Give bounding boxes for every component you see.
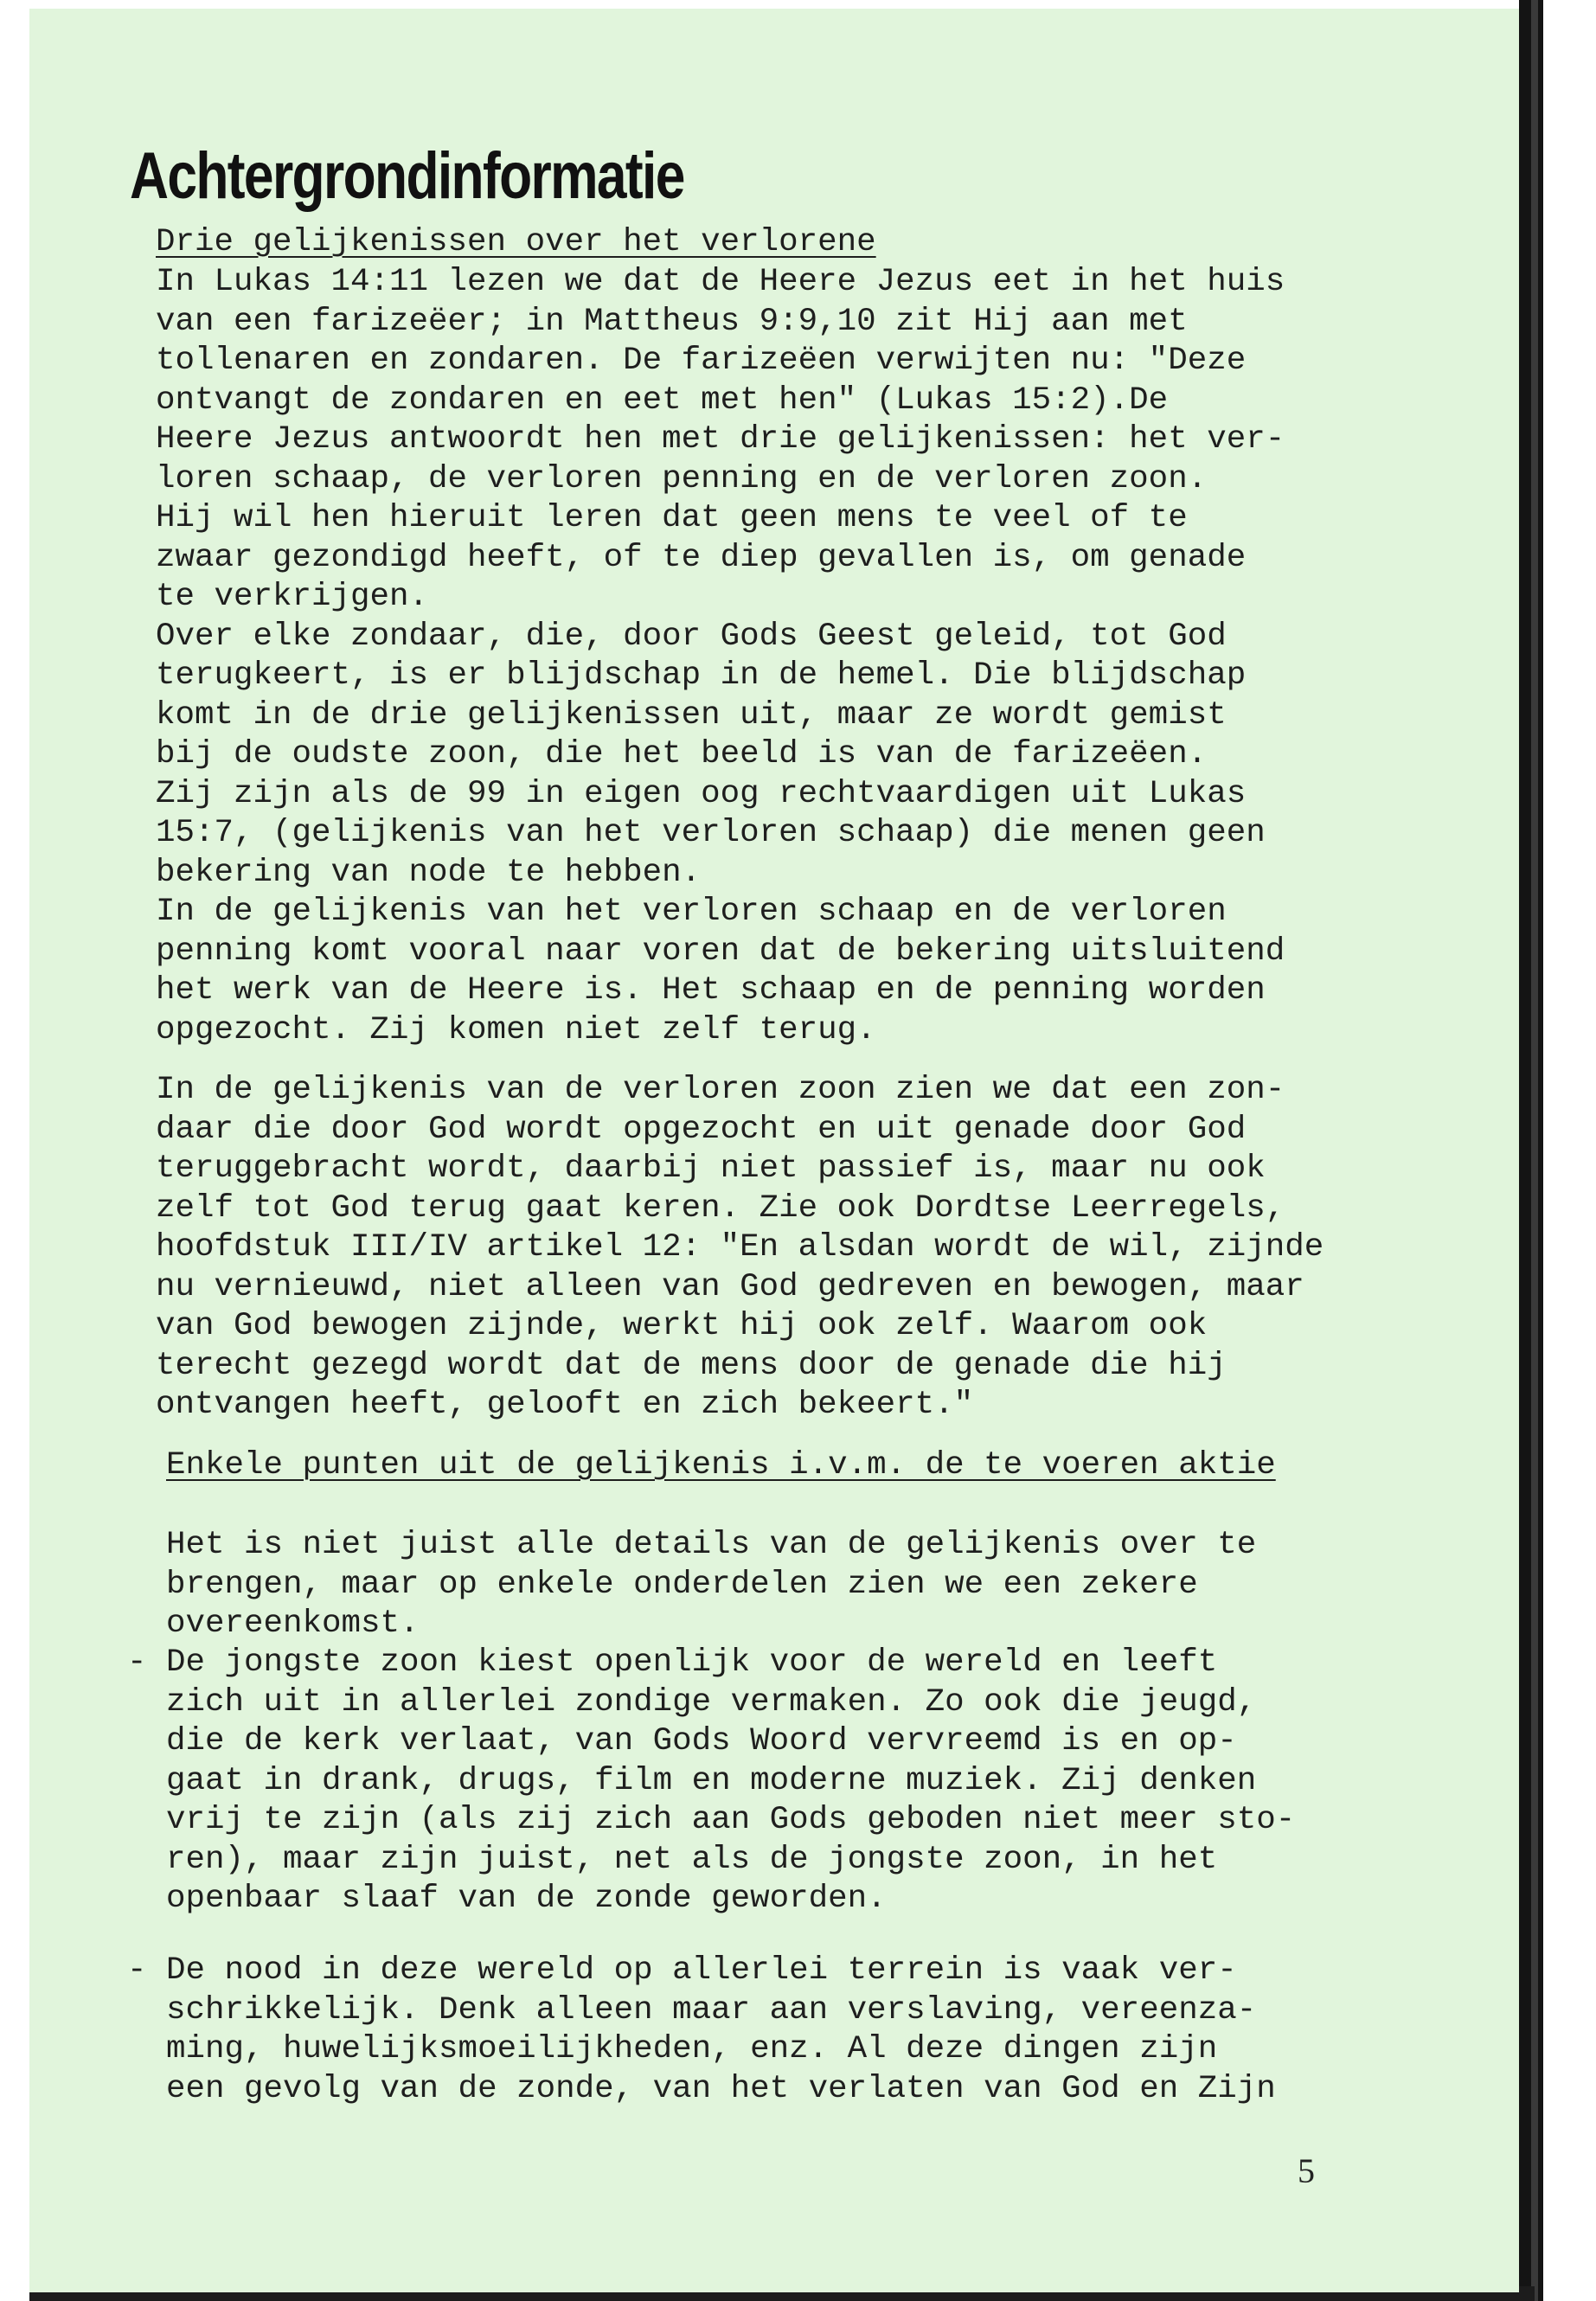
section-heading-gelijkenissen: Drie gelijkenissen over het verlorene bbox=[156, 224, 876, 260]
text-line: ren), maar zijn juist, net als de jongste zoon, in het bbox=[127, 1841, 1218, 1878]
text-line: tollenaren en zondaren. De farizeëen verwijten nu: "Deze bbox=[156, 343, 1247, 379]
text-line: In Lukas 14:11 lezen we dat de Heere Jezus eet in het huis bbox=[156, 264, 1285, 300]
text-line: gaat in drank, drugs, film en moderne muziek. Zij denken bbox=[127, 1762, 1257, 1799]
text-line: ontvangt de zondaren en eet met hen" (Lukas 15:2).De bbox=[156, 381, 1169, 419]
text-line: opgezocht. Zij komen niet zelf terug. bbox=[156, 1011, 876, 1048]
text-line: ming, huwelijksmoeilijkheden, enz. Al deze dingen zijn bbox=[127, 2031, 1218, 2067]
text-line: In de gelijkenis van het verloren schaap en de verloren bbox=[156, 894, 1227, 930]
text-line: terugkeert, is er blijdschap in de hemel. Die blijdschap bbox=[156, 657, 1247, 694]
section-body-verloren-zoon bbox=[156, 1071, 1324, 1426]
text-line: komt in de drie gelijkenissen uit, maar ze wordt gemist bbox=[156, 696, 1227, 734]
text-line: Zij zijn als de 99 in eigen oog rechtvaardigen uit Lukas bbox=[156, 775, 1247, 812]
text-line: een gevolg van de zonde, van het verlaten van God en Zijn bbox=[127, 2070, 1276, 2107]
document-page bbox=[29, 9, 1519, 2292]
text-line: ontvangen heeft, gelooft en zich bekeert." bbox=[156, 1387, 974, 1423]
text-line: terecht gezegd wordt dat de mens door de genade die hij bbox=[156, 1347, 1227, 1384]
section-intro-punten bbox=[166, 1526, 1256, 1644]
text-line: van een farizeëer; in Mattheus 9:9,10 zit Hij aan met bbox=[156, 303, 1188, 340]
text-line: teruggebracht wordt, daarbij niet passief is, maar nu ook bbox=[156, 1150, 1266, 1187]
text-line: zelf tot God terug gaat keren. Zie ook Dordtse Leerregels, bbox=[156, 1189, 1285, 1227]
text-line: Over elke zondaar, die, door Gods Geest geleid, tot God bbox=[156, 618, 1227, 655]
text-line: brengen, maar op enkele onderdelen zien we een zekere bbox=[166, 1566, 1198, 1603]
text-line: loren schaap, de verloren penning en de verloren zoon. bbox=[156, 460, 1208, 497]
bullet-item-nood bbox=[127, 1952, 1276, 2109]
text-line: hoofdstuk III/IV artikel 12: "En alsdan wordt de wil, zijnde bbox=[156, 1229, 1324, 1266]
text-line: openbaar slaaf van de zonde geworden. bbox=[127, 1881, 887, 1917]
section-body-gelijkenissen bbox=[156, 263, 1285, 1050]
text-line: het werk van de Heere is. Het schaap en de penning worden bbox=[156, 972, 1266, 1009]
page-edge-right-inner bbox=[1531, 0, 1538, 2301]
text-line: Hij wil hen hieruit leren dat geen mens te veel of te bbox=[156, 500, 1188, 536]
text-line: - De nood in deze wereld op allerlei terrein is vaak ver- bbox=[127, 1952, 1237, 1989]
section-heading-punten: Enkele punten uit de gelijkenis i.v.m. de te voeren aktie bbox=[166, 1447, 1276, 1484]
text-line: Het is niet juist alle details van de gelijkenis over te bbox=[166, 1527, 1257, 1563]
text-line: nu vernieuwd, niet alleen van God gedreven en bewogen, maar bbox=[156, 1268, 1304, 1305]
text-line: 15:7, (gelijkenis van het verloren schaap) die menen geen bbox=[156, 815, 1266, 851]
text-line: zich uit in allerlei zondige vermaken. Zo ook die jeugd, bbox=[127, 1683, 1257, 1721]
text-line: In de gelijkenis van de verloren zoon zien we dat een zon- bbox=[156, 1072, 1285, 1108]
text-line: Heere Jezus antwoordt hen met drie gelijkenissen: het ver- bbox=[156, 421, 1285, 458]
text-line: - De jongste zoon kiest openlijk voor de wereld en leeft bbox=[127, 1644, 1218, 1681]
text-line: vrij te zijn (als zij zich aan Gods geboden niet meer sto- bbox=[127, 1802, 1296, 1838]
text-line: bij de oudste zoon, die het beeld is van de farizeëen. bbox=[156, 736, 1208, 772]
text-line: zwaar gezondigd heeft, of te diep gevallen is, om genade bbox=[156, 539, 1247, 576]
text-line: schrikkelijk. Denk alleen maar aan verslaving, vereenza- bbox=[127, 1991, 1257, 2029]
text-line: die de kerk verlaat, van Gods Woord vervreemd is en op- bbox=[127, 1723, 1237, 1759]
page-title: Achtergrondinformatie bbox=[130, 139, 684, 213]
text-line: te verkrijgen. bbox=[156, 579, 429, 615]
text-line: van God bewogen zijnde, werkt hij ook zelf. Waarom ook bbox=[156, 1308, 1208, 1344]
text-line: daar die door God wordt opgezocht en uit genade door God bbox=[156, 1111, 1247, 1148]
text-line: bekering van node te hebben. bbox=[156, 854, 702, 891]
bullet-item-jongste-zoon bbox=[127, 1644, 1295, 1920]
text-line: penning komt vooral naar voren dat de bekering uitsluitend bbox=[156, 933, 1285, 970]
page-number: 5 bbox=[1298, 2151, 1315, 2190]
text-line: overeenkomst. bbox=[166, 1606, 420, 1642]
